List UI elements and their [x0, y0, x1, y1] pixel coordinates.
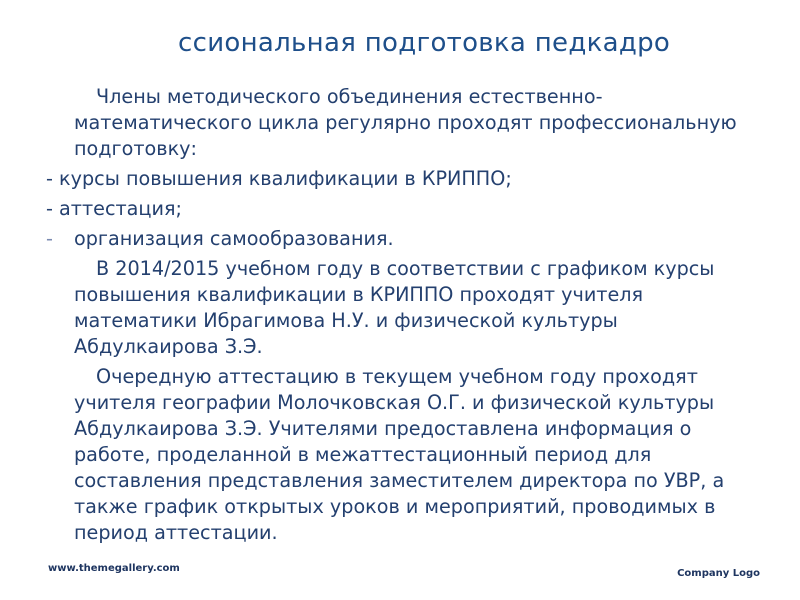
slide-body	[46, 84, 746, 546]
paragraph-attestation: Очередную аттестацию в текущем учебном году проходят учителя географии Молочковская О.Г. и физической культуры Абдулкаирова З.Э. Учителями предоставлена информация о работе, проделанной в межаттестационный период для составления представления заместителем директора по УВР, а также график открытых уроков и мероприятий, проводимых в период аттестации.	[74, 365, 725, 544]
paragraph-courses-2014: В 2014/2015 учебном году в соответствии с графиком курсы повышения квалификации в КРИППО проходят учителя математики Ибрагимова Н.У. и физической культуры Абдулкаирова З.Э.	[74, 257, 715, 358]
paragraph-membership: Члены методического объединения естественно-математического цикла регулярно проходят профессиональную подготовку:	[74, 85, 737, 160]
list-item-self-education	[46, 226, 746, 252]
list-item-attestation: - аттестация;	[46, 197, 182, 220]
list-item-courses: - курсы повышения квалификации в КРИППО;	[46, 167, 512, 190]
bullet-dash: -	[46, 227, 53, 250]
footer-website: www.themegallery.com	[48, 563, 180, 574]
footer-company-logo: Company Logo	[677, 568, 760, 579]
list-item-self-education-label: организация самообразования.	[74, 227, 394, 250]
slide-title: ссиональная подготовка педкадро	[178, 28, 671, 58]
